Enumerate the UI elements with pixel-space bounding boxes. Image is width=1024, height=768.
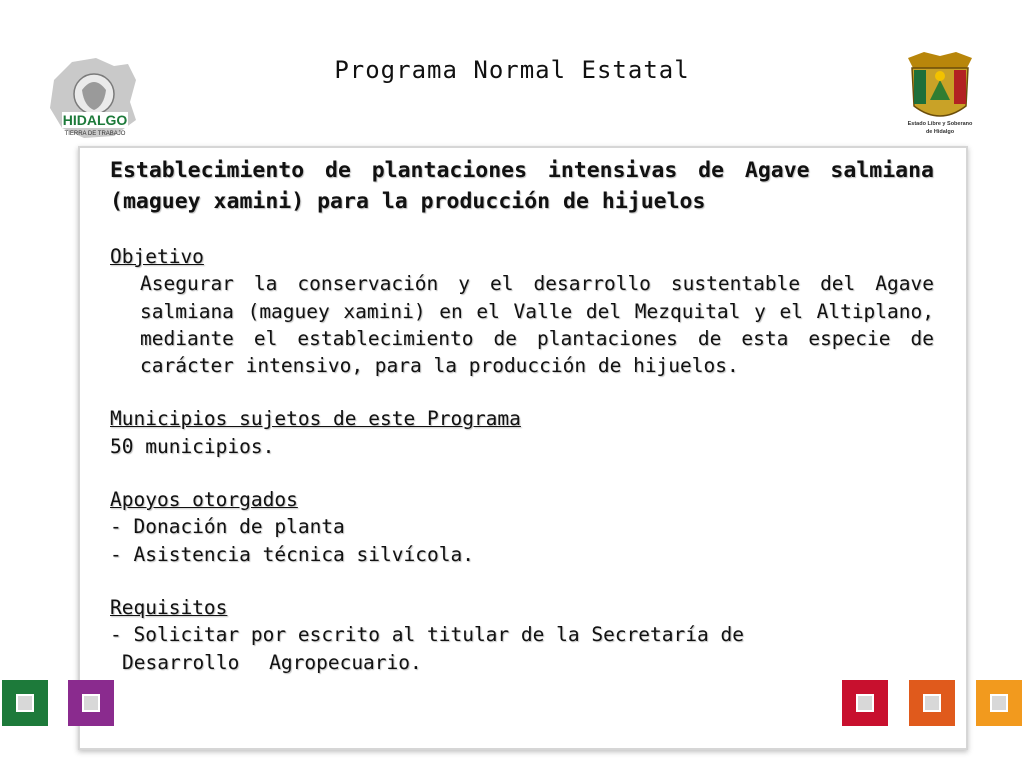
page-title: Programa Normal Estatal: [334, 56, 690, 84]
hidalgo-logo: [44, 50, 140, 142]
document-content: [110, 156, 934, 676]
logo-right-caption-2: de Hidalgo: [925, 129, 955, 135]
square-inner-icon: [16, 694, 34, 712]
program-heading: Establecimiento de plantaciones intensivas de Agave salmiana (maguey xamini) para la producción de hijuelos: [110, 158, 934, 214]
apoyos-title: Apoyos otorgados: [110, 488, 298, 512]
apoyos-item-1: - Donación de planta: [110, 515, 345, 539]
coat-of-arms-logo: [900, 50, 980, 140]
purple-square-button[interactable]: [68, 680, 114, 726]
municipios-text: 50 municipios.: [110, 434, 275, 458]
apoyos-item-2: - Asistencia técnica silvícola.: [110, 542, 474, 566]
square-inner-icon: [82, 694, 100, 712]
logo-left-text: HIDALGO: [62, 112, 128, 128]
municipios-title: Municipios sujetos de este Programa: [110, 407, 521, 431]
red-square-button[interactable]: [842, 680, 888, 726]
square-inner-icon: [990, 694, 1008, 712]
objetivo-text: Asegurar la conservación y el desarrollo sustentable del Agave salmiana (maguey xamini) en el Valle del Mezquital y el Altiplano, mediante el establecimiento de plantaciones de esta especie de carácter intensivo, para la producción de hijuelos.: [140, 272, 934, 378]
logo-right-caption-1: Estado Libre y Soberano: [907, 121, 973, 127]
square-inner-icon: [923, 694, 941, 712]
amber-square-button[interactable]: [976, 680, 1022, 726]
objetivo-title: Objetivo: [110, 245, 204, 268]
green-square-button[interactable]: [2, 680, 48, 726]
requisitos-line-2: Desarrollo Agropecuario.: [122, 650, 422, 674]
requisitos-title: Requisitos: [110, 595, 228, 619]
square-inner-icon: [856, 694, 874, 712]
requisitos-line-1: - Solicitar por escrito al titular de la Secretaría de: [110, 623, 744, 647]
orange-square-button[interactable]: [909, 680, 955, 726]
logo-left-subtext: TIERRA DE TRABAJO: [64, 131, 126, 137]
